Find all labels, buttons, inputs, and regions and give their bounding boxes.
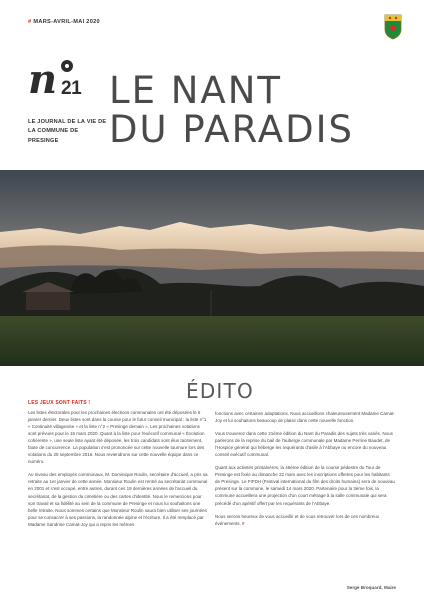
edito-paragraph: Vous trouverez dans cette 21ème édition du Nant du Paradis des sujets très variés. Nous parlerons de la reprise du bail de l'auberge communale par Madame Perrine Baudet, de l'Hospice général qui héberge les requérants d'asile à l'Abbaye ou encore du nouveau conseil exécutif communal. bbox=[215, 431, 393, 458]
title-line-2: DU PARADIS bbox=[109, 108, 354, 151]
title-line-1: LE NANT bbox=[109, 69, 283, 112]
edito-paragraph: Au niveau des employés communaux, M. Dominique Roulin, secrétaire d'accueil, a pris sa retraite au 1er janvier de cette année. Monsieur Roulin est rentré au secrétariat communal en 2001 et s'est occupé, entre autres, durant ces 19 dernières années de l'accueil du secrétariat, de la gestion du cimetière ou des cartes d'identité. Nous le remercions pour son travail et sa fidélité au sein de la commune de Presinge et nous lui souhaitons une belle retraite. Nous sommes certains que Monsieur Roulin saura bien utiliser ses journées pour se consacrer à ses passions, la randonnée alpine et l'écriture. Il a été remplacé par Madame Sandrine Camat-Joy qui a repris les mêmes bbox=[28, 472, 208, 527]
edito-paragraph: fonctions avec certaines adaptations. Nous accueillons chaleureusement Madame Camat-Joy et lui souhaitons beaucoup de plaisir dans cette nouvelle fonction. bbox=[215, 411, 395, 424]
issue-date bbox=[28, 19, 100, 25]
issue-number-prefix: n bbox=[28, 56, 58, 103]
hash-mark: # bbox=[28, 19, 32, 25]
edito-column-right bbox=[215, 410, 395, 533]
edito-paragraph: Les listes électorales pour les prochaines élections communales ont été déposées le 6 janvier dernier. Deux listes sont dans la course pour le futur conseil municipal : la liste n°1 « Continuité villageoise » et la liste n°2 « Presinge demain ». Les prochaines votations sont prévues pour le 15 mars 2020. Quant à la liste pour l'exécutif communal « Évolution cohérente », une seule liste ayant été déposée, les trois candidats sont élus tacitement, faute de concurrence. La population s'est prononcée sur cette nouvelle tournure lors des votations du 25 septembre 2016. Nous reviendrons sur cette nouvelle équipe dans ce numéro. bbox=[28, 410, 207, 465]
edito-heading: ÉDITO bbox=[186, 379, 254, 403]
end-mark: # bbox=[242, 520, 245, 526]
edito-closing-text: Nous serons heureux de vous accueillir et de vous retrouver lors de ces nombreux événements. bbox=[215, 513, 380, 526]
issue-number bbox=[28, 56, 98, 114]
issue-number-value: 21 bbox=[61, 78, 82, 99]
degree-ring-icon bbox=[61, 60, 73, 72]
page-title bbox=[109, 71, 354, 149]
signature: Serge Broquard, Maire bbox=[346, 585, 396, 590]
edito-paragraph-final bbox=[215, 513, 395, 527]
edito-kicker: LES JEUX SONT FAITS ! bbox=[28, 400, 91, 406]
edito-column-left bbox=[28, 400, 208, 534]
journal-subtitle: LE JOURNAL DE LA VIE DE LA COMMUNE DE PRESINGE bbox=[28, 119, 107, 144]
landscape-photo bbox=[0, 170, 424, 366]
coat-of-arms-icon bbox=[384, 14, 402, 40]
issue-date-text: MARS-AVRIL-MAI 2020 bbox=[33, 19, 100, 25]
edito-paragraph: Quant aux activités printanières, la 46ème édition de la course pédestre du Tour de Presinge est fixée au dimanche 22 mars avec les inscriptions offertes pour les habitants de Presinge. Le FIFDH (Festival international du film des droits humains) sera de nouveau présent sur la commune, le samedi 14 mars 2020. Partenaire pour la 3ème fois, la commune accueillera une projection d'un court métrage à la salle communale qui sera précédé d'un apéritif offert par les requérants de l'Abbaye. bbox=[215, 465, 395, 506]
